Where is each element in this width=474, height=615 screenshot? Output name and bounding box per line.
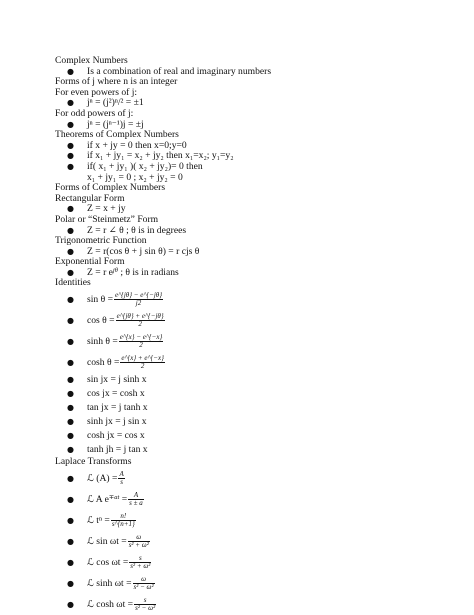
bullet-icon: ● (67, 161, 74, 171)
list-item: ● tan jx = j tanh x (67, 402, 148, 414)
bullet-icon: ● (67, 204, 74, 214)
bullet-icon: ● (67, 151, 74, 161)
list-item: ● cosh jx = cos x (67, 430, 145, 442)
bullet-icon: ● (67, 140, 74, 150)
heading-odd-powers: For odd powers of j: (55, 107, 134, 119)
heading-complex-numbers: Complex Numbers (55, 55, 128, 66)
bullet-icon: ● (67, 246, 74, 256)
bullet-icon: ● (67, 337, 74, 347)
heading-trigonometric: Trigonometric Function (55, 235, 147, 247)
bullet-icon: ● (67, 375, 74, 385)
bullet-icon: ● (67, 445, 74, 455)
document-body (55, 56, 455, 615)
bullet-icon: ● (67, 599, 74, 609)
bullet-icon: ● (67, 295, 74, 305)
bullet-icon: ● (67, 389, 74, 399)
bullet-icon: ● (67, 431, 74, 441)
laplace-sin: ● ℒ sin ωt = $\frac{\omega}{\text{s² + ω²}}$ (55, 531, 455, 552)
identity-cosh: ● cosh θ = $\frac{e\^{}\{x\} + e\^{}\{-x\}}{2}$ (55, 352, 455, 373)
bullet-icon: ● (67, 557, 74, 567)
identity-cos: ● cos θ = $\frac{e\^{}\{j\theta\} + e\^{}\{-j\theta\}}{2}$ (55, 310, 455, 331)
list-item: ● if x₁ + jy₁ = x₂ + jy₂ then x₁=x₂; y₁=y₂ (67, 150, 234, 162)
bullet-icon: ● (67, 515, 74, 525)
laplace-power: ● ℒ tⁿ = $\frac{n!}{s\^{}\{n+1\}}$ (55, 510, 455, 531)
bullet-icon: ● (67, 66, 74, 76)
bullet-icon: ● (67, 578, 74, 588)
heading-laplace: Laplace Transforms (55, 456, 132, 468)
fraction: $\frac{A}{s \pm a}$ (129, 490, 143, 507)
list-item-continuation: x₁ + jy₁ = 0 ; x₂ + jy₂ = 0 (87, 171, 183, 183)
list-item: ● cos jx = cosh x (67, 388, 145, 400)
list-item: ● sinh jx = j sin x (67, 416, 147, 428)
heading-forms-complex: Forms of Complex Numbers (55, 182, 166, 194)
bullet-icon: ● (67, 119, 74, 129)
identity-sin: ● sin θ = $\frac{e\^{}\{j\theta\} - e\^{}\{-j\theta\}}{j2}$ (55, 289, 455, 310)
fraction: $\frac{e\^{}\{j\theta\} + e\^{}\{-j\theta\}}{2}$ (116, 312, 164, 329)
heading-identities: Identities (55, 277, 91, 289)
fraction: $\frac{e\^{}\{x\} - e\^{}\{-x\}}{2}$ (119, 333, 163, 350)
list-item: ● jⁿ = (j²)ⁿ/² = ±1 (67, 97, 144, 109)
heading-rectangular: Rectangular Form (55, 192, 125, 204)
bullet-icon: ● (67, 267, 74, 277)
list-item: ● if x + jy = 0 then x=0;y=0 (67, 139, 187, 151)
heading-even-powers: For even powers of j: (55, 86, 138, 98)
identity-sinh: ● sinh θ = $\frac{e\^{}\{x\} - e\^{}\{-x\}}{2}$ (55, 331, 455, 352)
bullet-icon: ● (67, 473, 74, 483)
list-item: ● Z = r(cos θ + j sin θ) = r cjs θ (67, 245, 200, 257)
bullet-icon: ● (67, 98, 74, 108)
laplace-cosh: ● ℒ cosh ωt = $\frac{s}{\text{s² − ω²}}$ (55, 594, 455, 615)
laplace-cos: ● ℒ cos ωt = $\frac{s}{\text{s² + ω²}}$ (55, 552, 455, 573)
bullet-icon: ● (67, 225, 74, 235)
bullet-icon: ● (67, 316, 74, 326)
fraction: $\frac{A}{s}$ (119, 469, 124, 486)
list-item: ● tanh jh = j tan x (67, 444, 148, 456)
heading-polar: Polar or “Steinmetz” Form (55, 213, 159, 225)
bullet-icon: ● (67, 417, 74, 427)
heading-theorems: Theorems of Complex Numbers (55, 129, 179, 141)
fraction: $\frac{e\^{}\{x\} + e\^{}\{-x\}}{2}$ (121, 354, 164, 371)
bullet-icon: ● (67, 536, 74, 546)
fraction: $\frac{e\^{}\{j\theta\} - e\^{}\{-j\theta\}}{j2}$ (115, 291, 163, 308)
list-item: ● if( x₁ + jy₁ )( x₂ + jy₂)= 0 then (67, 160, 203, 172)
laplace-sinh: ● ℒ sinh ωt = $\frac{\omega}{\text{s² − ω²}}$ (55, 573, 455, 594)
bullet-icon: ● (67, 403, 74, 413)
bullet-icon: ● (67, 494, 74, 504)
fraction: $\frac{s}{\text{s² + ω²}}$ (130, 553, 151, 570)
list-item: ● Z = r ∠ θ ; θ is in degrees (67, 224, 187, 236)
list-item: ● Is a combination of real and imaginary numbers (67, 65, 272, 77)
list-item: ● Z = x + jy (67, 203, 126, 215)
list-item: ● sin jx = j sinh x (67, 374, 147, 386)
heading-exponential: Exponential Form (55, 256, 125, 268)
heading-forms-of-j: Forms of j where n is an integer (55, 76, 178, 88)
laplace-exponential: ● ℒ A $e^{\mp at}$ = $\frac{A}{s \pm a}$ (55, 489, 455, 510)
fraction: $\frac{n!}{s\^{}\{n+1\}}$ (111, 511, 135, 528)
bullet-icon: ● (67, 358, 74, 368)
list-item: ● Z = r $e^{j\theta}$ ; θ is in radians (67, 266, 179, 278)
fraction: $\frac{\omega}{\text{s² − ω²}}$ (133, 574, 154, 591)
fraction: $\frac{s}{\text{s² − ω²}}$ (135, 595, 156, 612)
fraction: $\frac{\omega}{\text{s² + ω²}}$ (128, 532, 149, 549)
list-item: ● jⁿ = (jⁿ⁻¹)j = ±j (67, 118, 144, 130)
laplace-constant: ● ℒ (A) = $\frac{A}{s}$ (55, 468, 455, 489)
